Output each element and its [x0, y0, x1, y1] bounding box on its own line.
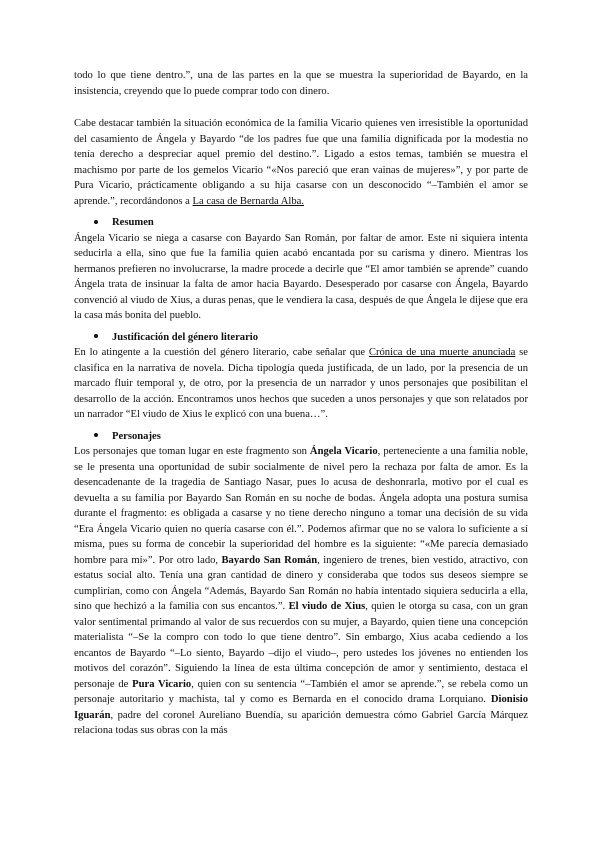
text-run: , quien con su sentencia “–También el amor se aprende.”, se rebela como un personaje autoritario y machista, tal y como es Bernarda en el conocido drama Lorquiano.	[74, 678, 528, 705]
bold-name: Bayardo San Román	[221, 554, 318, 566]
paragraph-justificacion	[74, 345, 528, 423]
text-run: se clasifica en la narrativa de novela. Dicha tipología queda justificada, de un lado, por la presencia de un marcado fluir temporal y, de otro, por la presencia de un narrador y unos personajes que posibilitan el desarrollo de la acción. Encontramos unos hechos que suceden a unos personajes y que son relatados por un narrador “El viudo de Xius le explicó con una buena…”.	[74, 347, 528, 420]
paragraph-resumen	[74, 231, 528, 324]
text-run: , padre del coronel Aureliano Buendía, su aparición demuestra cómo Gabriel García Márquez relaciona todas sus obras con la más	[74, 709, 528, 736]
paragraph-personajes	[74, 444, 528, 739]
heading-personajes-label: Personajes	[112, 430, 161, 442]
paragraph-situacion-economica	[74, 116, 528, 209]
bullet-icon	[94, 334, 98, 338]
underlined-title: La casa de Bernarda Alba.	[192, 195, 305, 207]
heading-resumen	[74, 215, 528, 231]
document-page	[74, 68, 528, 739]
bold-name: Dionisio Iguarán	[74, 694, 528, 721]
text-run: Cabe destacar también la situación económica de la familia Vicario quienes ven irresistible la oportunidad del casamiento de Ángela y Bayardo “de los padres fue que una familia dignificada por la modestia no tenía derecho a despreciar aquel premio del destino.”. Ligado a estos temas, también se muestra el machismo por parte de los gemelos Vicario “«Nos pareció que eran vainas de mujeres»”, y por parte de Pura Vicario, prácticamente obligando a su hija casarse con un desconocido “–También el amor se aprende.”, recordándonos a	[74, 118, 528, 207]
bold-name: Ángela Vicario	[309, 446, 378, 457]
underlined-title: Crónica de una muerte anunciada	[368, 347, 516, 358]
text-run: todo lo que tiene dentro.”, una de las partes en la que se muestra la superioridad de Bayardo, en la insistencia, creyendo que lo puede comprar todo con dinero.	[74, 70, 528, 97]
heading-justificacion	[74, 330, 528, 346]
heading-resumen-label: Resumen	[112, 217, 154, 228]
bullet-icon	[94, 433, 98, 437]
text-run: En lo atingente a la cuestión del género literario, cabe señalar que	[74, 347, 369, 358]
text-run: , quien le otorga su casa, con un gran valor sentimental primando al valor de sus recuerdos con su mujer, a Bayardo, quien tiene una concepción materialista “–Se la compro con todo lo que tiene dentro”. Sin embargo, Xius acaba cediendo a los encantos de Bayardo “–Lo siento, Bayardo –dijo el viudo–, pero ustedes los jóvenes no entienden los motivos del corazón”. Siguiendo la línea de esta última concepción de amor y sentimiento, destaca el personaje de	[74, 601, 528, 690]
heading-personajes	[74, 429, 528, 445]
bullet-icon	[94, 220, 98, 224]
text-run: Ángela Vicario se niega a casarse con Bayardo San Román, por faltar de amor. Este ni siquiera intenta seducirla a ella, sino que fue la familia quien acabó encantada por su carisma y dinero. Mientras los hermanos prefieren no involucrarse, la madre procede a decirle que “El amor también se aprende” cuando Ángela trata de insinuar la falta de amor hacia Bayardo. Desesperado por casarse con Ángela, Bayardo convenció al viudo de Xius, a duras penas, que le vendiera la casa, después de que Ángela le dijese que era la casa más bonita del pueblo.	[74, 232, 528, 321]
text-run: , perteneciente a una familia noble, se le presenta una oportunidad de subir socialmente de nivel pero la rechaza por falta de amor. Es la desencadenante de la tragedia de Santiago Nasar, pues lo acusa de deshonrarla, motivo por el cual es devuelta a su familia por Bayardo San Román en su noche de bodas. Ángela adopta una postura sumisa durante el fragmento: es obligada a casarse y no tiene derecho ninguno a tomar una decisión de su vida “Era Ángela Vicario quien no quería casarse con él.”. Podemos afirmar que no se valora lo suficiente a sí misma, pues su forma de concebir la superioridad del hombre es la siguiente: “«Me parecía demasiado hombre para mí»”. Por otro lado,	[74, 446, 528, 566]
heading-justificacion-label: Justificación del género literario	[112, 331, 259, 343]
bold-name: Pura Vicario	[132, 678, 192, 690]
bold-name: El viudo de Xius	[288, 601, 366, 612]
text-run: Los personajes que toman lugar en este fragmento son	[74, 446, 310, 457]
paragraph-intro	[74, 68, 528, 99]
text-run: , ingeniero de trenes, bien vestido, atractivo, con estatus social alto. Tenía una gran cantidad de dinero y consideraba que todos sus deseos siempre se cumplirían, como con Ángela “Además, Bayardo San Román no había intentado siquiera seducirla a ella, sino que hechizó a la familia con sus encantos.”.	[74, 554, 529, 612]
